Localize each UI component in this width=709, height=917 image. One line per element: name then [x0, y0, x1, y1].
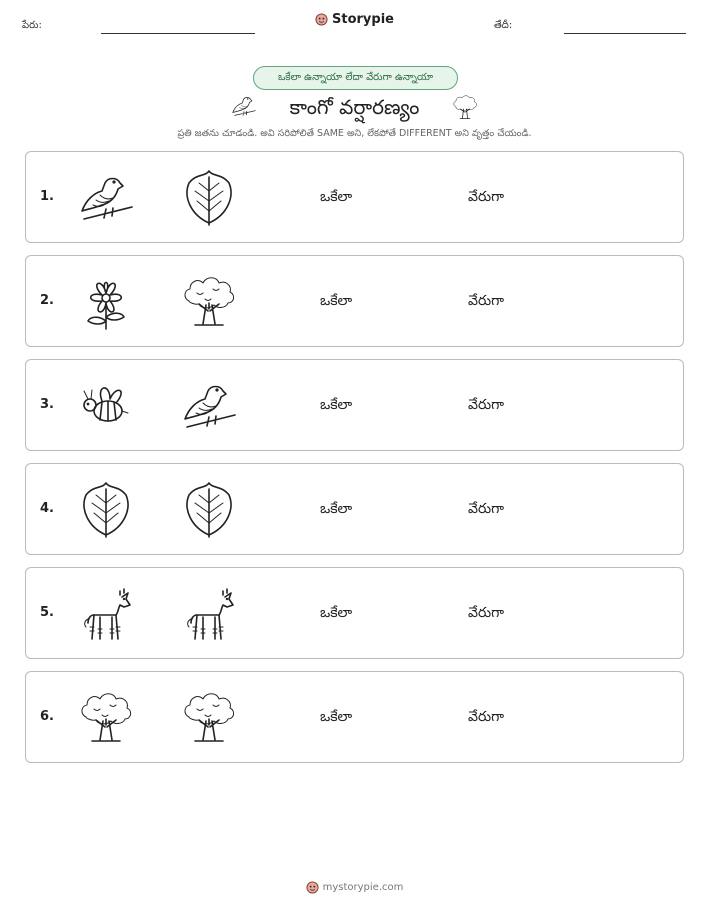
question-number: 6.	[40, 709, 54, 724]
date-label: తేదీ:	[494, 20, 513, 31]
flower-icon	[76, 271, 136, 331]
bird-icon	[229, 92, 259, 120]
storypie-logo-icon	[315, 13, 328, 26]
question-number: 2.	[40, 293, 54, 308]
tree-icon	[179, 687, 239, 747]
okapi-icon	[179, 583, 239, 643]
tree-icon	[76, 687, 136, 747]
leaf-icon	[179, 167, 239, 227]
option-same[interactable]: ఒకేలా	[320, 189, 353, 205]
page-title: కాంగో వర్షారణ్యం	[289, 95, 420, 119]
question-number: 4.	[40, 501, 54, 516]
okapi-icon	[76, 583, 136, 643]
name-label: పేరు:	[22, 20, 42, 31]
question-row	[25, 255, 684, 347]
brand	[0, 12, 709, 30]
instructions: ప్రతి జతను చూడండి. అవి సరిపోలితే SAME అని, లేకపోతే DIFFERENT అని వృత్తం చేయండి.	[177, 128, 532, 139]
option-same[interactable]: ఒకేలా	[320, 293, 353, 309]
option-different[interactable]: వేరుగా	[468, 397, 504, 413]
leaf-icon	[76, 479, 136, 539]
brand-name: Storypie	[332, 12, 394, 27]
option-same[interactable]: ఒకేలా	[320, 709, 353, 725]
footer	[0, 881, 709, 897]
activity-badge: ఒకేలా ఉన్నాయా లేదా వేరుగా ఉన్నాయా	[253, 66, 458, 90]
title-row	[0, 92, 709, 122]
option-different[interactable]: వేరుగా	[468, 605, 504, 621]
question-row	[25, 671, 684, 763]
option-different[interactable]: వేరుగా	[468, 293, 504, 309]
question-number: 3.	[40, 397, 54, 412]
option-different[interactable]: వేరుగా	[468, 189, 504, 205]
option-same[interactable]: ఒకేలా	[320, 397, 353, 413]
option-different[interactable]: వేరుగా	[468, 709, 504, 725]
question-row	[25, 359, 684, 451]
storypie-logo-icon	[306, 881, 319, 894]
question-number: 5.	[40, 605, 54, 620]
option-different[interactable]: వేరుగా	[468, 501, 504, 517]
leaf-icon	[179, 479, 239, 539]
question-row	[25, 151, 684, 243]
option-same[interactable]: ఒకేలా	[320, 501, 353, 517]
question-number: 1.	[40, 189, 54, 204]
footer-url[interactable]: mystorypie.com	[322, 882, 404, 893]
bird-icon	[179, 375, 239, 435]
question-row	[25, 567, 684, 659]
question-row	[25, 463, 684, 555]
date-line[interactable]	[564, 33, 686, 34]
tree-icon	[179, 271, 239, 331]
name-line[interactable]	[101, 33, 255, 34]
option-same[interactable]: ఒకేలా	[320, 605, 353, 621]
bird-icon	[76, 167, 136, 227]
bee-icon	[76, 375, 136, 435]
tree-icon	[450, 92, 480, 122]
